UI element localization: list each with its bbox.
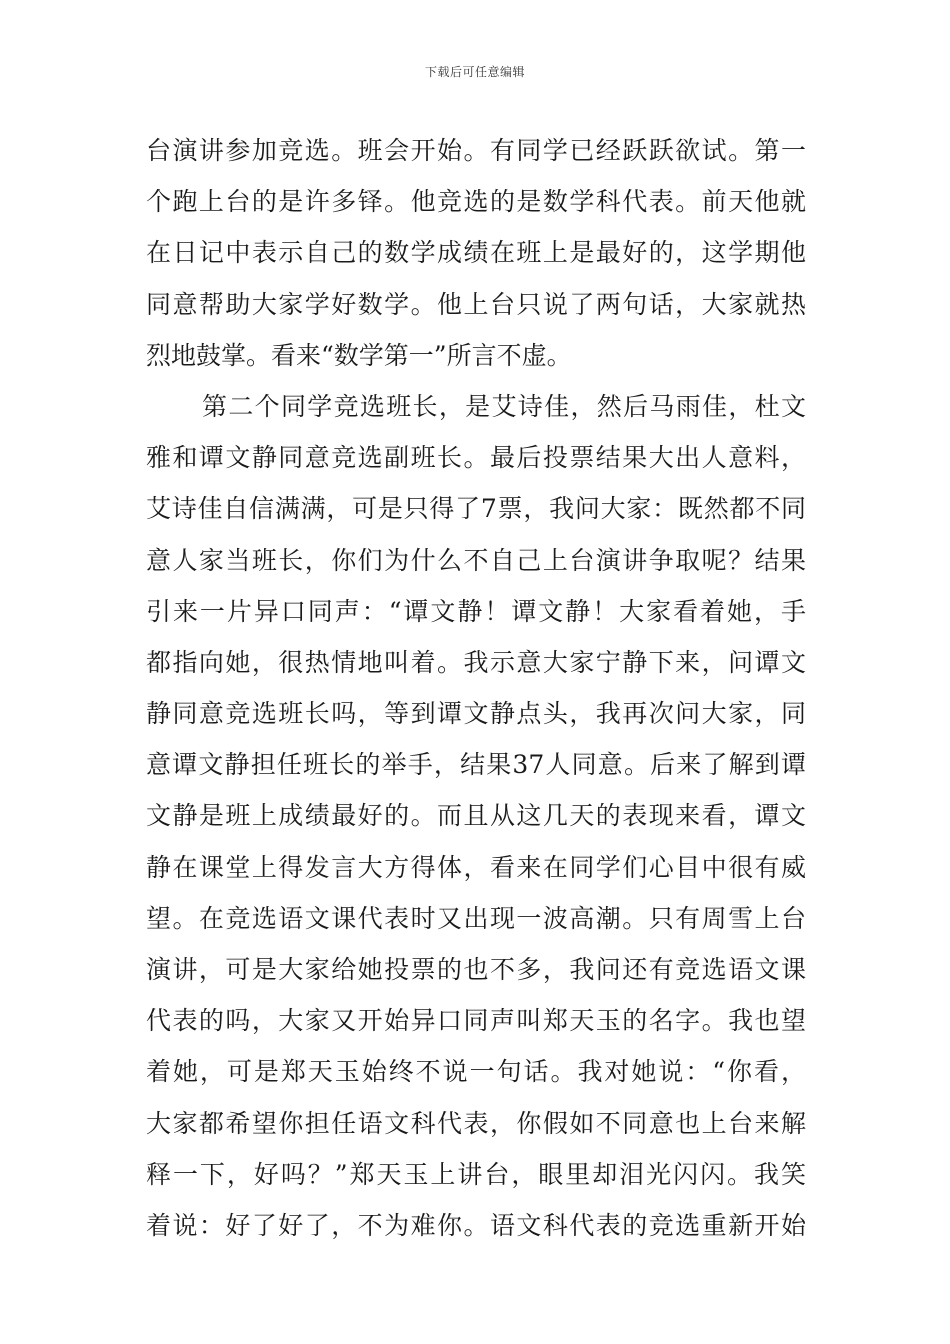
text-line: 着说：好了好了，不为难你。语文科代表的竞选重新开始 xyxy=(146,1210,806,1240)
text-line: 同意帮助大家学好数学。他上台只说了两句话，大家就热 xyxy=(146,289,806,319)
text-line: 雅和谭文静同意竞选副班长。最后投票结果大出人意料， xyxy=(146,443,806,473)
text-line: 释一下，好吗？”郑天玉上讲台，眼里却泪光闪闪。我笑 xyxy=(146,1159,806,1189)
text-line: 着她，可是郑天玉始终不说一句话。我对她说：“你看， xyxy=(146,1057,806,1087)
text-line: 个跑上台的是许多铎。他竞选的是数学科代表。前天他就 xyxy=(146,187,806,217)
text-line: 文静是班上成绩最好的。而且从这几天的表现来看，谭文 xyxy=(146,801,806,831)
text-line: 意人家当班长，你们为什么不自己上台演讲争取呢？结果 xyxy=(146,545,806,575)
text-line: 代表的吗，大家又开始异口同声叫郑天玉的名字。我也望 xyxy=(146,1006,806,1036)
text-line: 都指向她，很热情地叫着。我示意大家宁静下来，问谭文 xyxy=(146,647,806,677)
paragraph-2 xyxy=(146,384,806,1254)
text-line: 静同意竞选班长吗，等到谭文静点头，我再次问大家，同 xyxy=(146,699,806,729)
document-body xyxy=(146,128,806,1254)
text-line: 在日记中表示自己的数学成绩在班上是最好的，这学期他 xyxy=(146,238,806,268)
paragraph-1 xyxy=(146,128,806,384)
text-line: 望。在竞选语文课代表时又出现一波高潮。只有周雪上台 xyxy=(146,903,806,933)
text-line: 艾诗佳自信满满，可是只得了7票，我问大家：既然都不同 xyxy=(146,494,806,524)
text-line: 静在课堂上得发言大方得体，看来在同学们心目中很有威 xyxy=(146,852,806,882)
text-line: 烈地鼓掌。看来“数学第一”所言不虚。 xyxy=(146,340,572,370)
text-line: 台演讲参加竞选。班会开始。有同学已经跃跃欲试。第一 xyxy=(146,136,806,165)
text-line: 意谭文静担任班长的举手，结果37人同意。后来了解到谭 xyxy=(146,750,806,780)
text-line: 演讲，可是大家给她投票的也不多，我问还有竞选语文课 xyxy=(146,955,806,984)
text-line: 第二个同学竞选班长，是艾诗佳，然后马雨佳，杜文 xyxy=(202,391,806,421)
text-line: 大家都希望你担任语文科代表，你假如不同意也上台来解 xyxy=(146,1108,806,1138)
text-line: 引来一片异口同声：“谭文静！谭文静！大家看着她，手 xyxy=(146,596,806,626)
page-header-note: 下载后可任意编辑 xyxy=(424,65,525,79)
